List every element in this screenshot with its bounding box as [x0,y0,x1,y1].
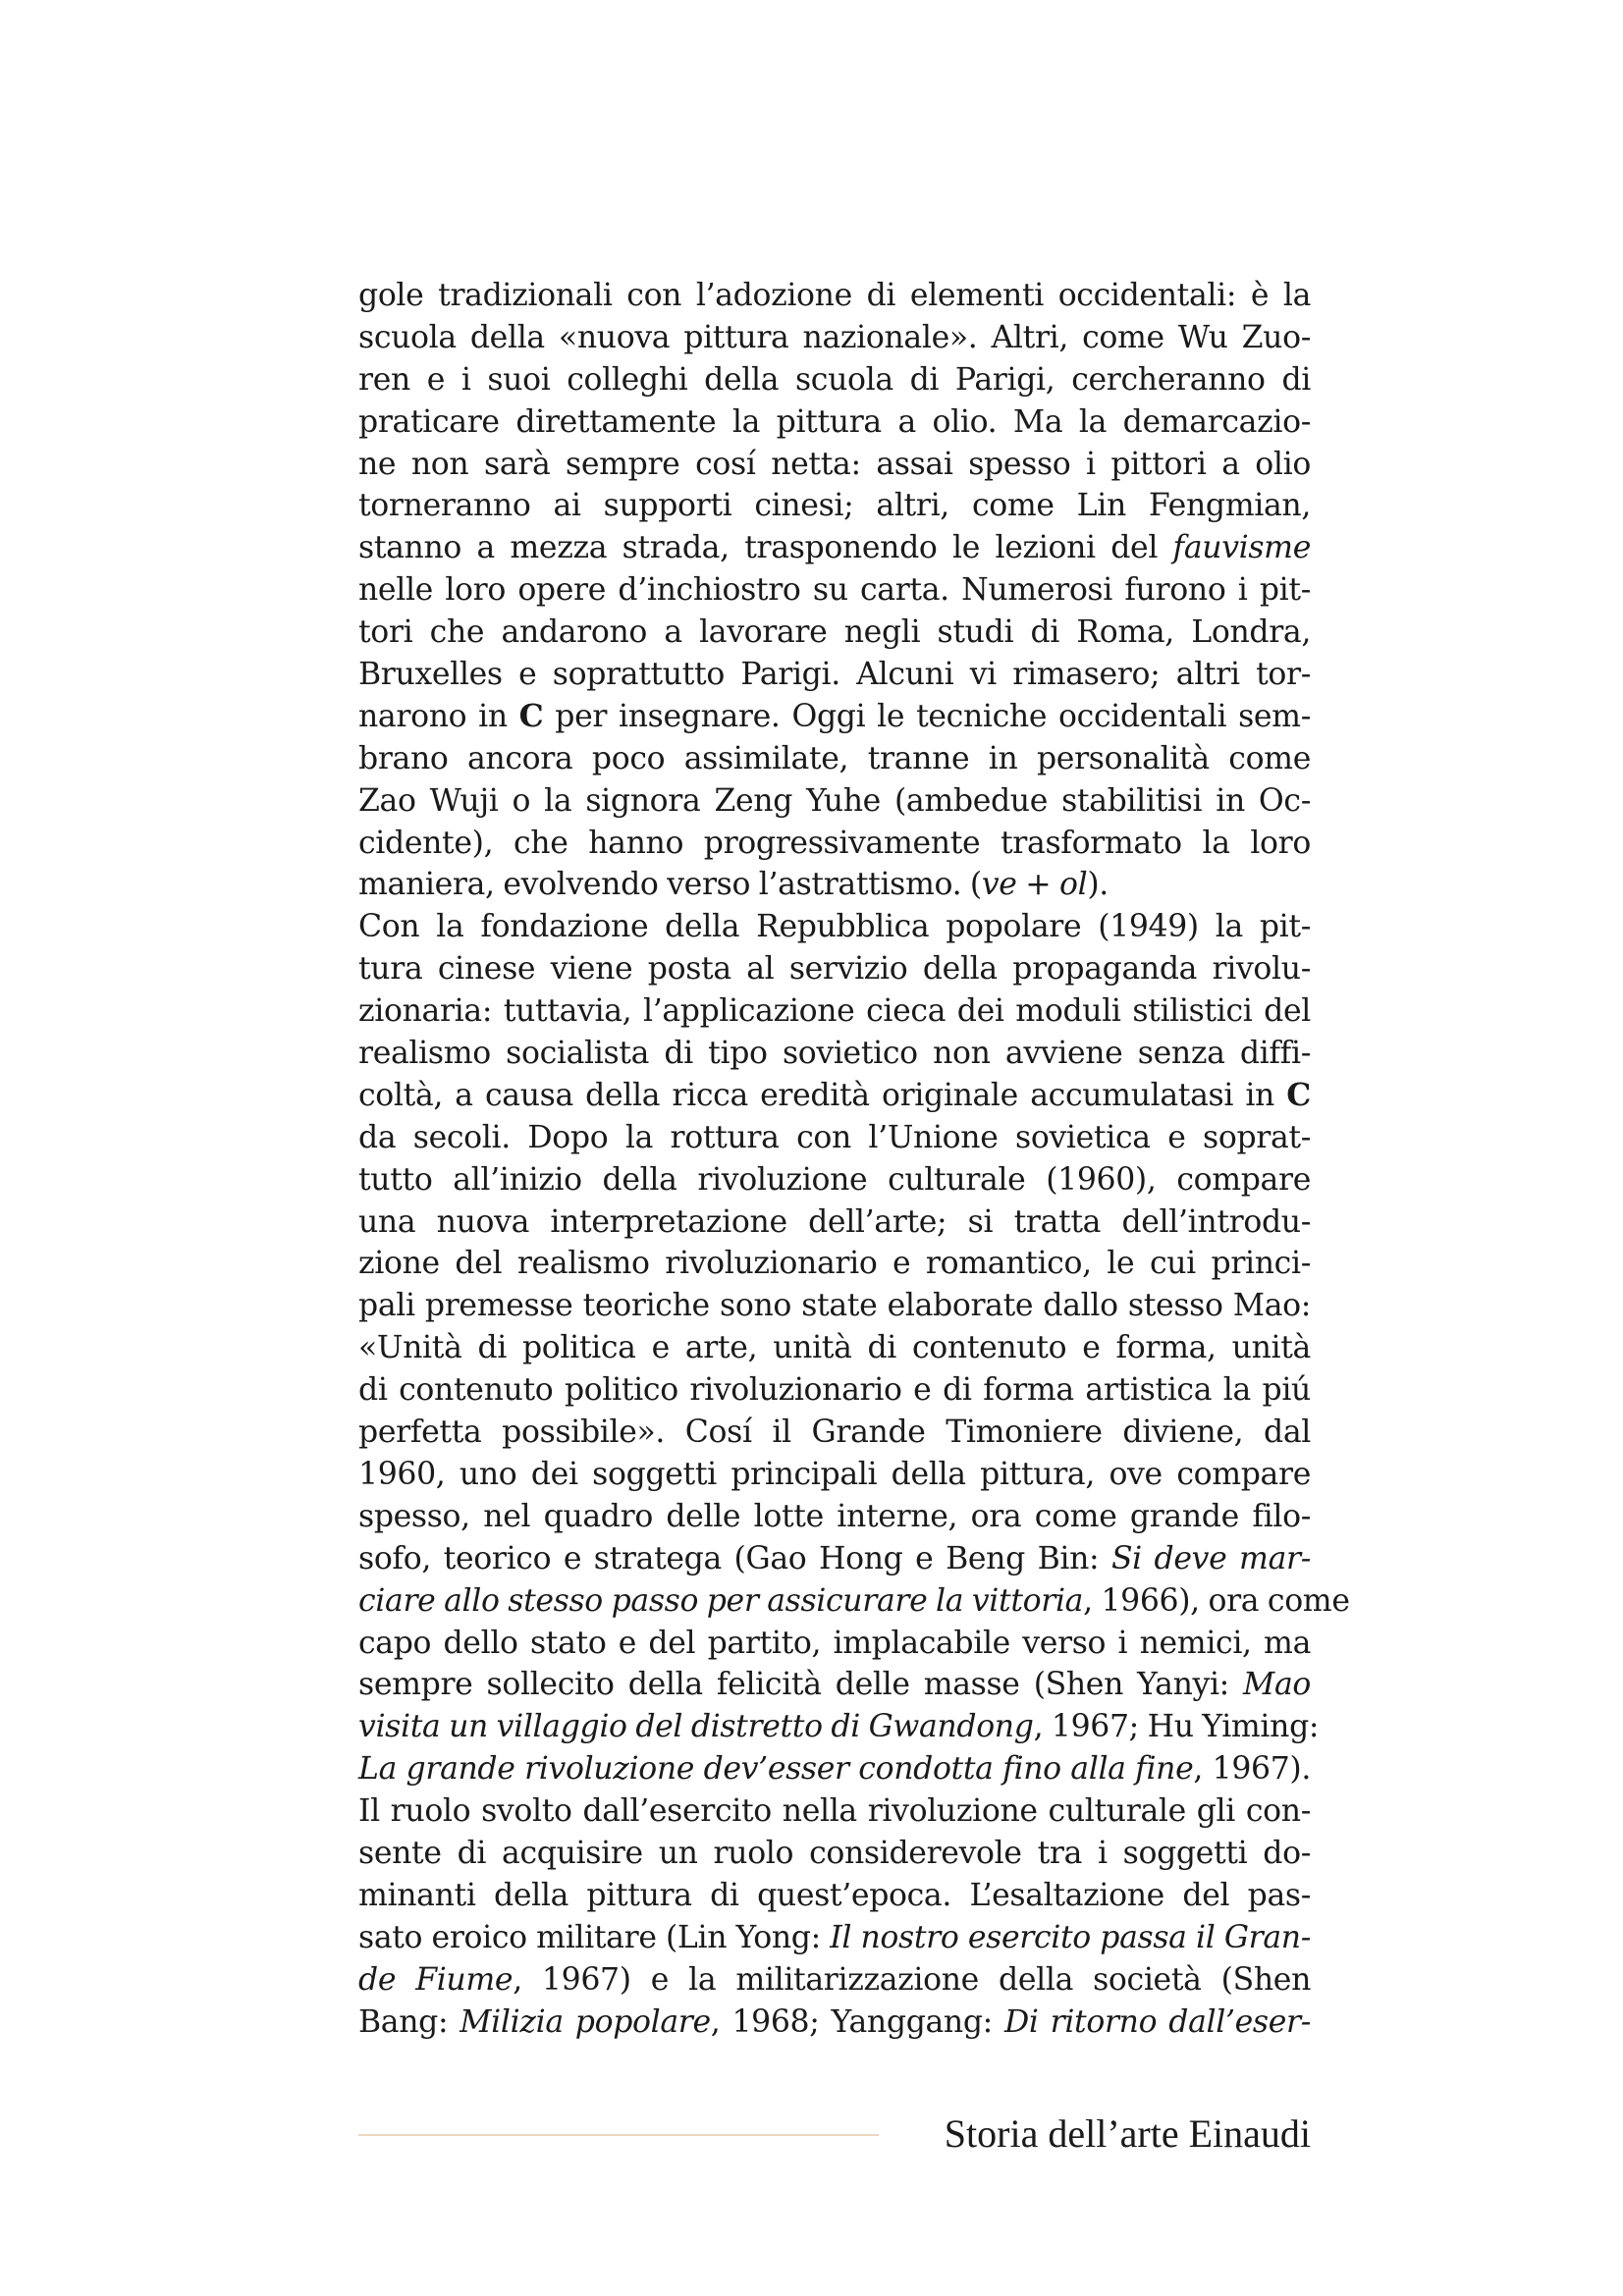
text-line: minanti della pittura di quest’epoca. L’esaltazione del pas- [358,1877,1311,1913]
text-line: La grande rivoluzione dev’esser condotta fino alla fine, 1967). [358,1751,1311,1788]
text-line: nelle loro opere d’inchiostro su carta. Numerosi furono i pit- [358,572,1311,609]
text-line: capo dello stato e del partito, implacabile verso i nemici, ma [358,1625,1311,1661]
text-line: «Unità di politica e arte, unità di contenuto e forma, unità [358,1330,1311,1366]
text-line: di contenuto politico rivoluzionario e di forma artistica la piú [358,1372,1311,1409]
text-line: 1960, uno dei soggetti principali della pittura, ove compare [358,1456,1311,1492]
text-line: cidente), che hanno progressivamente trasformato la loro [358,825,1311,861]
text-line: sempre sollecito della felicità delle masse (Shen Yanyi: Mao [358,1667,1311,1703]
text-line: torneranno ai supporti cinesi; altri, come Lin Fengmian, [358,488,1311,524]
text-line: maniera, evolvendo verso l’astrattismo. (ve + ol). [358,867,1109,903]
text-line: stanno a mezza strada, trasponendo le lezioni del fauvisme [358,530,1311,566]
text-line: sofo, teorico e stratega (Gao Hong e Beng Bin: Si deve mar- [358,1540,1311,1576]
text-line: Bang: Milizia popolare, 1968; Yanggang: Di ritorno dall’eser- [358,2003,1312,2040]
text-line: Bruxelles e soprattutto Parigi. Alcuni vi rimasero; altri tor- [358,657,1311,693]
text-line: narono in C per insegnare. Oggi le tecniche occidentali sem- [358,697,1311,734]
footer-divider [358,2134,879,2136]
text-line: perfetta possibile». Cosí il Grande Timoniere diviene, dal [358,1415,1311,1451]
text-line: Il ruolo svolto dall’esercito nella rivoluzione culturale gli con- [358,1793,1311,1830]
text-line: tutto all’inizio della rivoluzione culturale (1960), compare [358,1161,1311,1198]
text-line: coltà, a causa della ricca eredità originale accumulatasi in C [358,1076,1311,1113]
text-line: tori che andarono a lavorare negli studi di Roma, Londra, [358,614,1311,651]
text-line: de Fiume, 1967) e la militarizzazione della società (Shen [358,1961,1312,1998]
text-line: zione del realismo rivoluzionario e romantico, le cui princi- [358,1246,1311,1282]
text-line: tura cinese viene posta al servizio della propaganda rivolu- [358,951,1311,988]
text-line: Zao Wuji o la signora Zeng Yuhe (ambedue stabilitisi in Oc- [358,782,1311,819]
body-text [358,275,1350,2043]
text-line: pali premesse teoriche sono state elaborate dallo stesso Mao: [358,1288,1311,1324]
text-line: ren e i suoi colleghi della scuola di Parigi, cercheranno di [358,361,1311,398]
text-line: sato eroico militare (Lin Yong: Il nostro esercito passa il Gran- [358,1919,1311,1955]
text-line: realismo socialista di tipo sovietico non avviene senza diffi- [358,1036,1311,1072]
text-line: zionaria: tuttavia, l’applicazione cieca dei moduli stilistici del [358,993,1311,1030]
text-line: sente di acquisire un ruolo considerevole tra i soggetti do- [358,1835,1311,1871]
text-line: da secoli. Dopo la rottura con l’Unione sovietica e soprat- [358,1119,1311,1155]
text-line: praticare direttamente la pittura a olio. Ma la demarcazio- [358,403,1311,440]
footer-publication-title: Storia dell’arte Einaudi [944,2111,1311,2156]
text-line: spesso, nel quadro delle lotte interne, ora come grande filo- [358,1498,1311,1534]
text-line: una nuova interpretazione dell’arte; si tratta dell’introdu- [358,1203,1311,1240]
text-line: ne non sarà sempre cosí netta: assai spesso i pittori a olio [358,446,1311,482]
text-line: gole tradizionali con l’adozione di elementi occidentali: è la [358,278,1311,313]
text-line: visita un villaggio del distretto di Gwandong, 1967; Hu Yiming: [358,1709,1320,1745]
text-line: brano ancora poco assimilate, tranne in personalità come [358,740,1311,776]
text-line: ciare allo stesso passo per assicurare la vittoria, 1966), ora come [358,1582,1350,1619]
text-line: Con la fondazione della Repubblica popolare (1949) la pit- [358,909,1311,945]
text-line: scuola della «nuova pittura nazionale». Altri, come Wu Zuo- [358,319,1311,355]
